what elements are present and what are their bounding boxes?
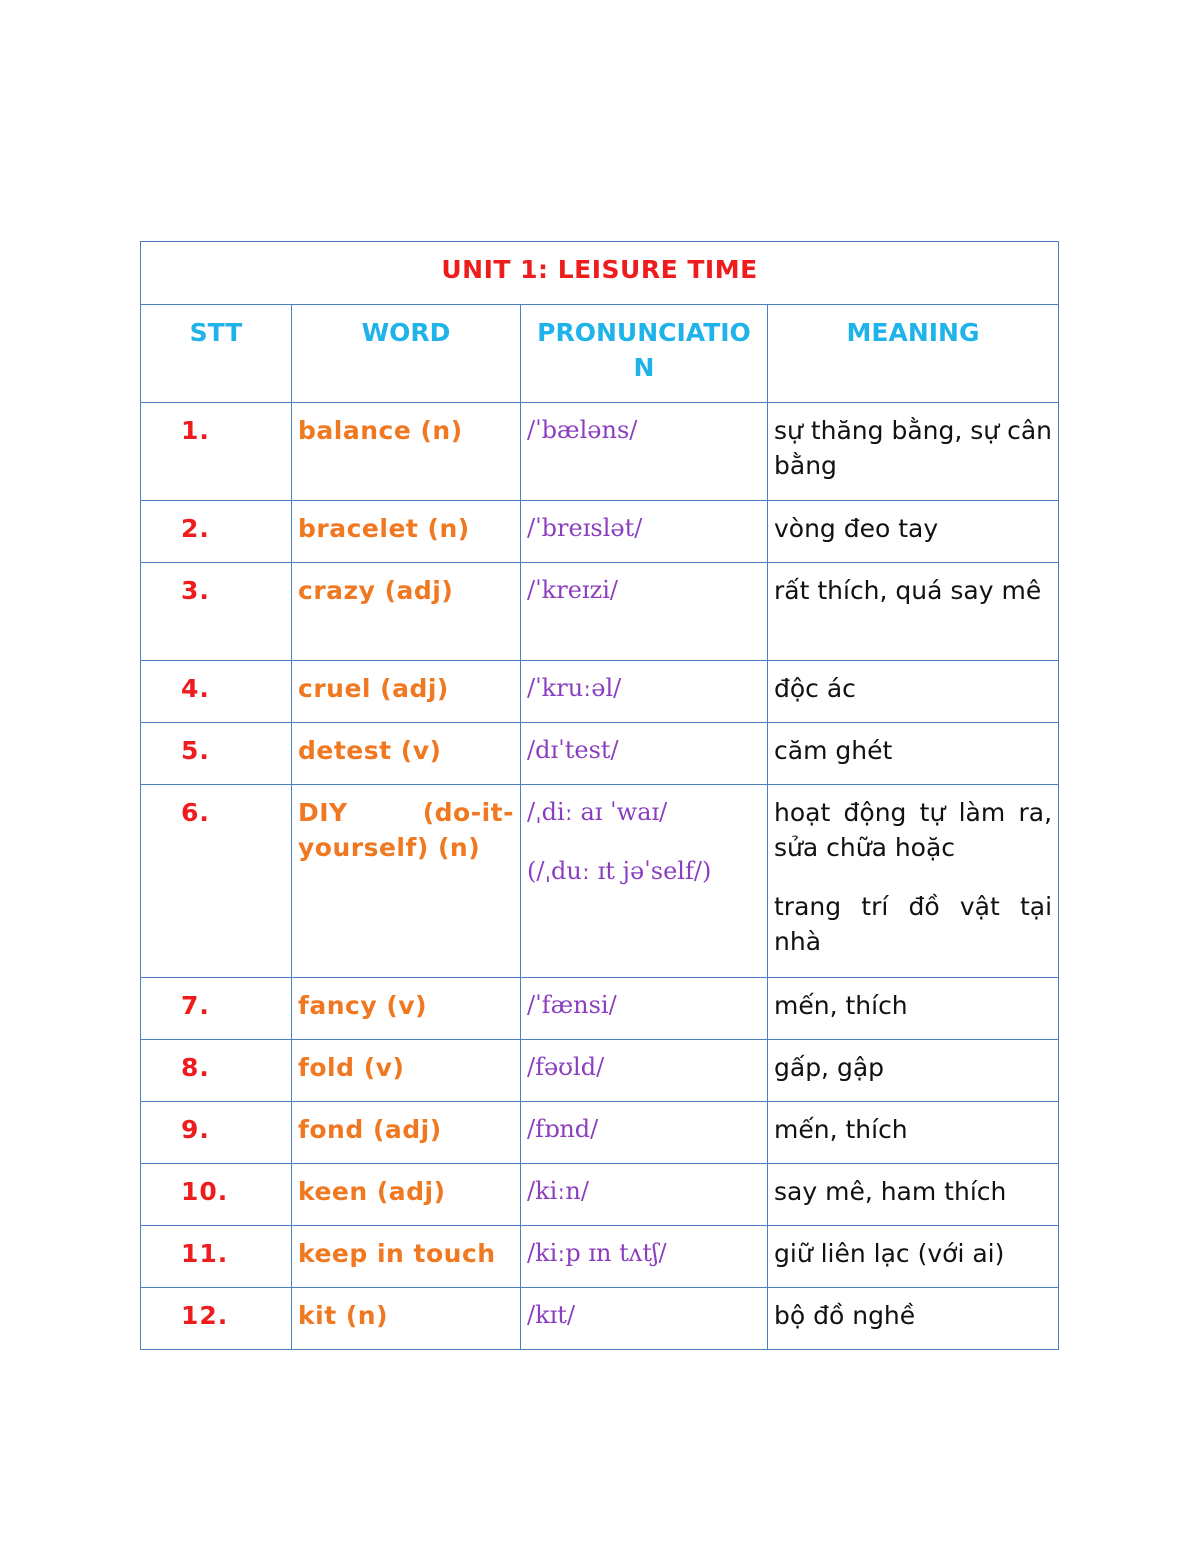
table-row — [141, 501, 1059, 563]
table-row — [141, 1102, 1059, 1164]
row-number: 1. — [141, 403, 292, 501]
pronunciation-cell: /ˈfænsi/ — [521, 978, 768, 1040]
row-number: 4. — [141, 661, 292, 723]
pronunciation-cell: /kɪt/ — [521, 1288, 768, 1350]
meaning-line-1: hoạt động tự làm ra, sửa chữa hoặc — [774, 798, 1053, 862]
table-row — [141, 1288, 1059, 1350]
meaning-cell: rất thích, quá say mê — [768, 563, 1059, 661]
row-number: 10. — [141, 1164, 292, 1226]
table-title: UNIT 1: LEISURE TIME — [141, 242, 1059, 305]
row-number: 11. — [141, 1226, 292, 1288]
meaning-cell: mến, thích — [768, 1102, 1059, 1164]
row-number: 6. — [141, 785, 292, 978]
table-row — [141, 1040, 1059, 1102]
header-row — [141, 305, 1059, 403]
table-row — [141, 785, 1059, 978]
header-meaning: MEANING — [768, 305, 1059, 403]
word-cell: kit (n) — [292, 1288, 521, 1350]
word-cell: keen (adj) — [292, 1164, 521, 1226]
meaning-cell — [768, 785, 1059, 978]
meaning-cell: độc ác — [768, 661, 1059, 723]
word-cell: fancy (v) — [292, 978, 521, 1040]
row-number: 5. — [141, 723, 292, 785]
pronunciation-cell — [521, 785, 768, 978]
word-cell: fold (v) — [292, 1040, 521, 1102]
pronunciation-alternate: (/ˌduː ɪt jəˈself/) — [527, 857, 712, 885]
pronunciation-cell: /fəʊld/ — [521, 1040, 768, 1102]
meaning-cell: mến, thích — [768, 978, 1059, 1040]
word-cell: detest (v) — [292, 723, 521, 785]
word-cell: cruel (adj) — [292, 661, 521, 723]
table-row — [141, 1164, 1059, 1226]
pronunciation-cell: /fɒnd/ — [521, 1102, 768, 1164]
word-cell: keep in touch — [292, 1226, 521, 1288]
meaning-cell: sự thăng bằng, sự cân bằng — [768, 403, 1059, 501]
table-row — [141, 661, 1059, 723]
pronunciation-cell: /kiːp ɪn tʌtʃ/ — [521, 1226, 768, 1288]
row-number: 12. — [141, 1288, 292, 1350]
meaning-cell: căm ghét — [768, 723, 1059, 785]
row-number: 7. — [141, 978, 292, 1040]
table-row — [141, 1226, 1059, 1288]
meaning-cell: vòng đeo tay — [768, 501, 1059, 563]
header-word: WORD — [292, 305, 521, 403]
meaning-cell: bộ đồ nghề — [768, 1288, 1059, 1350]
row-number: 8. — [141, 1040, 292, 1102]
meaning-line-2: trang trí đồ vật tại nhà — [774, 892, 1053, 956]
meaning-cell: say mê, ham thích — [768, 1164, 1059, 1226]
word-cell: balance (n) — [292, 403, 521, 501]
pronunciation-cell: /kiːn/ — [521, 1164, 768, 1226]
table-row — [141, 403, 1059, 501]
row-number: 2. — [141, 501, 292, 563]
table-row — [141, 563, 1059, 661]
pronunciation-cell: /ˈbreɪslət/ — [521, 501, 768, 563]
table-row — [141, 723, 1059, 785]
pronunciation-cell: /ˈkruːəl/ — [521, 661, 768, 723]
title-row — [141, 242, 1059, 305]
word-cell: DIY (do-it-yourself) (n) — [292, 785, 521, 978]
meaning-cell: giữ liên lạc (với ai) — [768, 1226, 1059, 1288]
vocabulary-table — [140, 241, 1059, 1350]
word-cell: crazy (adj) — [292, 563, 521, 661]
pronunciation-cell: /dɪˈtest/ — [521, 723, 768, 785]
pronunciation-primary: /ˌdiː aɪ ˈwaɪ/ — [527, 798, 668, 826]
word-cell: bracelet (n) — [292, 501, 521, 563]
row-number: 9. — [141, 1102, 292, 1164]
header-pronunciation: PRONUNCIATION — [521, 305, 768, 403]
word-cell: fond (adj) — [292, 1102, 521, 1164]
table-row — [141, 978, 1059, 1040]
pronunciation-cell: /ˈkreɪzi/ — [521, 563, 768, 661]
pronunciation-cell: /ˈbæləns/ — [521, 403, 768, 501]
meaning-cell: gấp, gập — [768, 1040, 1059, 1102]
header-stt: STT — [141, 305, 292, 403]
row-number: 3. — [141, 563, 292, 661]
